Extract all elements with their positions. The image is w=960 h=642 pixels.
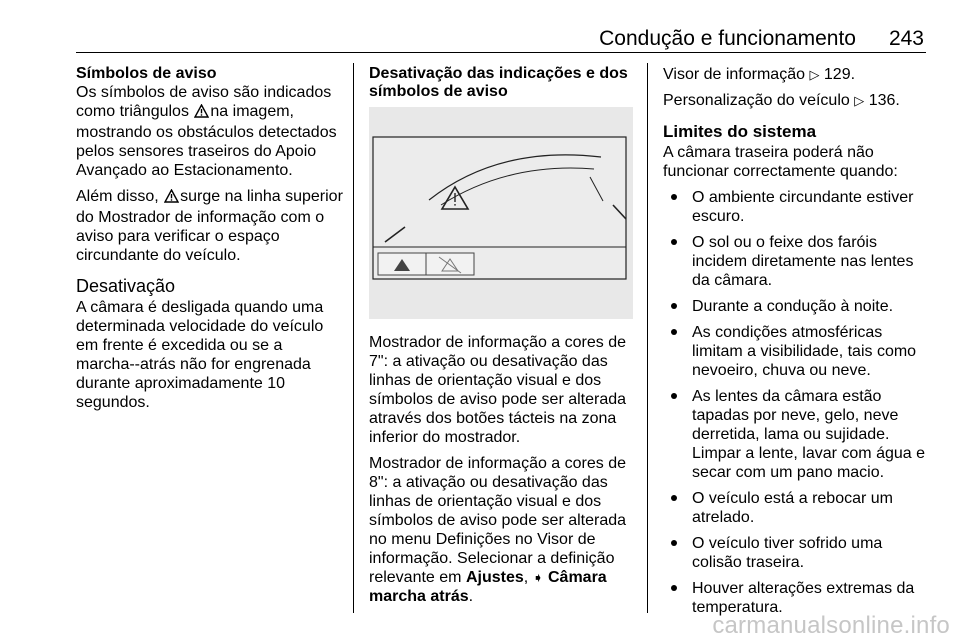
- list-item: Houver alterações extremas da temperatura.: [663, 579, 931, 617]
- paragraph-system-limits-intro: A câmara traseira poderá não funcionar correctamente quando:: [663, 144, 898, 180]
- column-3: [663, 65, 931, 624]
- column-1: [76, 65, 346, 419]
- bullet-icon: [671, 329, 677, 335]
- list-item: O sol ou o feixe dos faróis incidem diretamente nas lentes da câmara.: [663, 233, 931, 290]
- paragraph-top-line: Além disso, surge na linha superior do Mostrador de informação com o aviso para verificar o espaço circundante do veículo.: [76, 188, 343, 264]
- page-ref-arrow-icon: ▷: [854, 93, 865, 108]
- system-limits-list: [663, 188, 931, 617]
- column-divider-1: [353, 63, 354, 613]
- rear-camera-illustration: [369, 107, 633, 319]
- menu-arrow-icon: ➧: [532, 570, 544, 585]
- bullet-icon: [671, 393, 677, 399]
- paragraph-symbols: Os símbolos de aviso são indicados como triângulos na imagem, mostrando os obstáculos detectados pelos sensores traseiros do Apoio Avançado ao Estacionamento.: [76, 84, 337, 179]
- paragraph-7-inch: Mostrador de informação a cores de 7": a ativação ou desativação das linhas de orientação visual e dos símbolos de aviso pode ser alterada através dos botões tácteis na zona inferior do mostrador.: [369, 334, 627, 446]
- bullet-icon: [671, 239, 677, 245]
- list-item: Durante a condução à noite.: [663, 297, 931, 316]
- watermark: carmanualsonline.info: [712, 612, 950, 639]
- page-number: 243: [888, 27, 924, 50]
- heading-deactivation-indications: Desativação das indicações e dos símbolos de aviso: [369, 65, 628, 100]
- bullet-icon: [671, 495, 677, 501]
- warning-triangle-icon: [194, 104, 209, 123]
- page-ref-arrow-icon: ▷: [809, 67, 820, 82]
- reference-personalization: Personalização do veículo ▷ 136.: [663, 92, 900, 109]
- page-header: [76, 22, 926, 53]
- heading-system-limits: Limites do sistema: [663, 122, 817, 141]
- warning-triangle-icon: [164, 189, 179, 208]
- heading-deactivation: Desativação: [76, 276, 176, 296]
- column-divider-2: [647, 63, 648, 613]
- bullet-icon: [671, 540, 677, 546]
- bullet-icon: [671, 303, 677, 309]
- bullet-icon: [671, 585, 677, 591]
- bullet-icon: [671, 194, 677, 200]
- list-item: As lentes da câmara estão tapadas por neve, gelo, neve derretida, lama ou sujidade. Limpar a lente, lavar com água e secar com um pano macio.: [663, 387, 931, 482]
- paragraph-deactivation: A câmara é desligada quando uma determinada velocidade do veículo em frente é excedida ou se a marcha--atrás não for engrenada durante aproximadamente 10 segundos.: [76, 299, 324, 411]
- heading-warning-symbols: Símbolos de aviso: [76, 65, 217, 82]
- chapter-title: Condução e funcionamento: [599, 27, 856, 50]
- reference-info-display: Visor de informação ▷ 129.: [663, 66, 856, 83]
- column-2: [369, 65, 633, 613]
- list-item: O veículo está a rebocar um atrelado.: [663, 489, 931, 527]
- list-item: O ambiente circundante estiver escuro.: [663, 188, 931, 226]
- paragraph-8-inch: Mostrador de informação a cores de 8": a ativação ou desativação das linhas de orientação visual e dos símbolos de aviso pode ser alterada no menu Definições no Visor de informação. Selecionar a definição relevante em Ajustes, ➧ Câmara marcha atrás.: [369, 455, 627, 605]
- list-item: O veículo tiver sofrido uma colisão traseira.: [663, 534, 931, 572]
- list-item: As condições atmosféricas limitam a visibilidade, tais como nevoeiro, chuva ou neve.: [663, 323, 931, 380]
